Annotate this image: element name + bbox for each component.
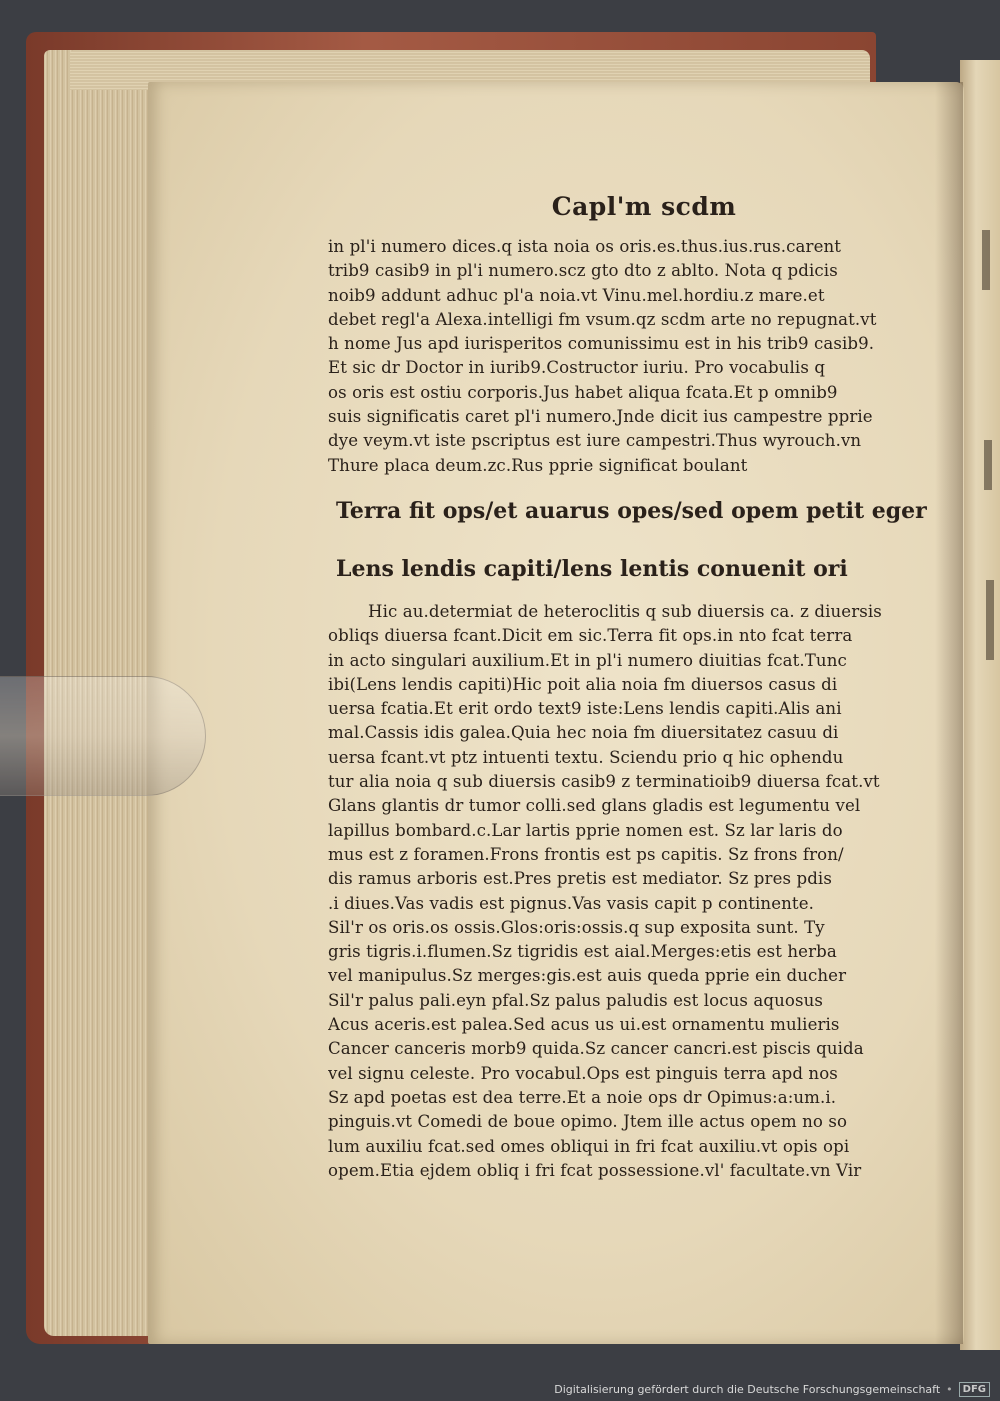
text-line: dis ramus arboris est.Pres pretis est mediator. Sz pres pdis	[328, 869, 832, 889]
text-line: .i diues.Vas vadis est pignus.Vas vasis capit p continente.	[328, 893, 814, 913]
text-line: in pl'i numero dices.q ista noia os oris.es.thus.ius.rus.carent	[328, 237, 842, 256]
text-line: Sil'r palus pali.eyn pfal.Sz palus paludis est locus aquosus	[328, 990, 824, 1010]
text-line: suis significatis caret pl'i numero.Jnde dicit ius campestre pprie	[328, 407, 873, 427]
text-line: lum auxiliu fcat.sed omes obliqui in fri fcat auxiliu.vt opis opi	[328, 1136, 850, 1156]
text-line: Thure placa deum.zc.Rus pprie significat boulant	[328, 455, 748, 475]
text-line: Cancer canceris morb9 quida.Sz cancer cancri.est piscis quida	[328, 1039, 864, 1059]
text-line: vel signu celeste. Pro vocabul.Ops est pinguis terra apd nos	[328, 1063, 838, 1083]
text-line: dye veym.vt iste pscriptus est iure campestri.Thus wyrouch.vn	[328, 431, 862, 451]
text-line: os oris est ostiu corporis.Jus habet aliqua fcata.Et p omnib9	[328, 382, 838, 402]
text-line: pinguis.vt Comedi de boue opimo. Jtem ille actus opem no so	[328, 1112, 848, 1132]
text-line: obliqs diuersa fcant.Dicit em sic.Terra fit ops.in nto fcat terra	[328, 626, 853, 646]
text-line: opem.Etia ejdem obliq i fri fcat possessione.vl' facultate.vn Vir	[328, 1160, 862, 1180]
text-line: vel manipulus.Sz merges:gis.est auis queda pprie ein ducher	[328, 966, 847, 986]
page-clamp	[0, 676, 206, 796]
footer-credit	[554, 1381, 990, 1397]
text-line: in acto singulari auxilium.Et in pl'i numero diuitias fcat.Tunc	[328, 650, 847, 670]
paragraph-2	[328, 600, 960, 1183]
verse-line-2: Lens lendis capiti/lens lentis conuenit ori	[336, 555, 848, 582]
text-line: debet regl'a Alexa.intelligi fm vsum.qz scdm arte no repugnat.vt	[328, 309, 877, 329]
text-line: Et sic dr Doctor in iurib9.Costructor iuriu. Pro vocabulis q	[328, 358, 826, 378]
text-line: uersa fcatia.Et erit ordo text9 iste:Lens lendis capiti.Alis ani	[328, 699, 842, 719]
dfg-logo-icon: DFG	[959, 1382, 990, 1397]
credit-separator: •	[946, 1382, 953, 1396]
text-line: Acus aceris.est palea.Sed acus us ui.est ornamentu mulieris	[328, 1015, 840, 1035]
paragraph-1	[328, 235, 960, 478]
text-line: ibi(Lens lendis capiti)Hic poit alia noia fm diuersos casus di	[328, 674, 838, 694]
text-line: gris tigris.i.flumen.Sz tigridis est aial.Merges:etis est herba	[328, 942, 837, 962]
verse-line-1: Terra fit ops/et auarus opes/sed opem petit eger	[336, 497, 927, 524]
page-heading: Capl'm scdm	[551, 192, 737, 221]
text-line: noib9 addunt adhuc pl'a noia.vt Vinu.mel.hordiu.z mare.et	[328, 285, 825, 305]
text-line: mus est z foramen.Frons frontis est ps capitis. Sz frons fron/	[328, 844, 844, 864]
text-line: Glans glantis dr tumor colli.sed glans gladis est legumentu vel	[328, 796, 861, 816]
text-line: h nome Jus apd iurisperitos comunissimu est in his trib9 casib9.	[328, 334, 875, 354]
credit-text: Digitalisierung gefördert durch die Deutsche Forschungsgemeinschaft	[554, 1382, 941, 1396]
text-line: uersa fcant.vt ptz intuenti textu. Sciendu prio q hic ophendu	[328, 747, 844, 767]
text-line: Sil'r os oris.os ossis.Glos:oris:ossis.q sup exposita sunt. Ty	[328, 917, 825, 937]
text-line: lapillus bombard.c.Lar lartis pprie nomen est. Sz lar laris do	[328, 820, 843, 840]
text-line: tur alia noia q sub diuersis casib9 z terminatioib9 diuersa fcat.vt	[328, 772, 880, 792]
page-text	[328, 192, 960, 1183]
text-line: trib9 casib9 in pl'i numero.scz gto dto z ablto. Nota q pdicis	[328, 261, 838, 281]
facing-page	[960, 60, 1000, 1350]
text-line: Hic au.determiat de heteroclitis q sub diuersis ca. z diuersis	[368, 601, 882, 621]
text-line: mal.Cassis idis galea.Quia hec noia fm diuersitatez casuu di	[328, 723, 839, 743]
text-line: Sz apd poetas est dea terre.Et a noie ops dr Opimus:a:um.i.	[328, 1087, 837, 1107]
